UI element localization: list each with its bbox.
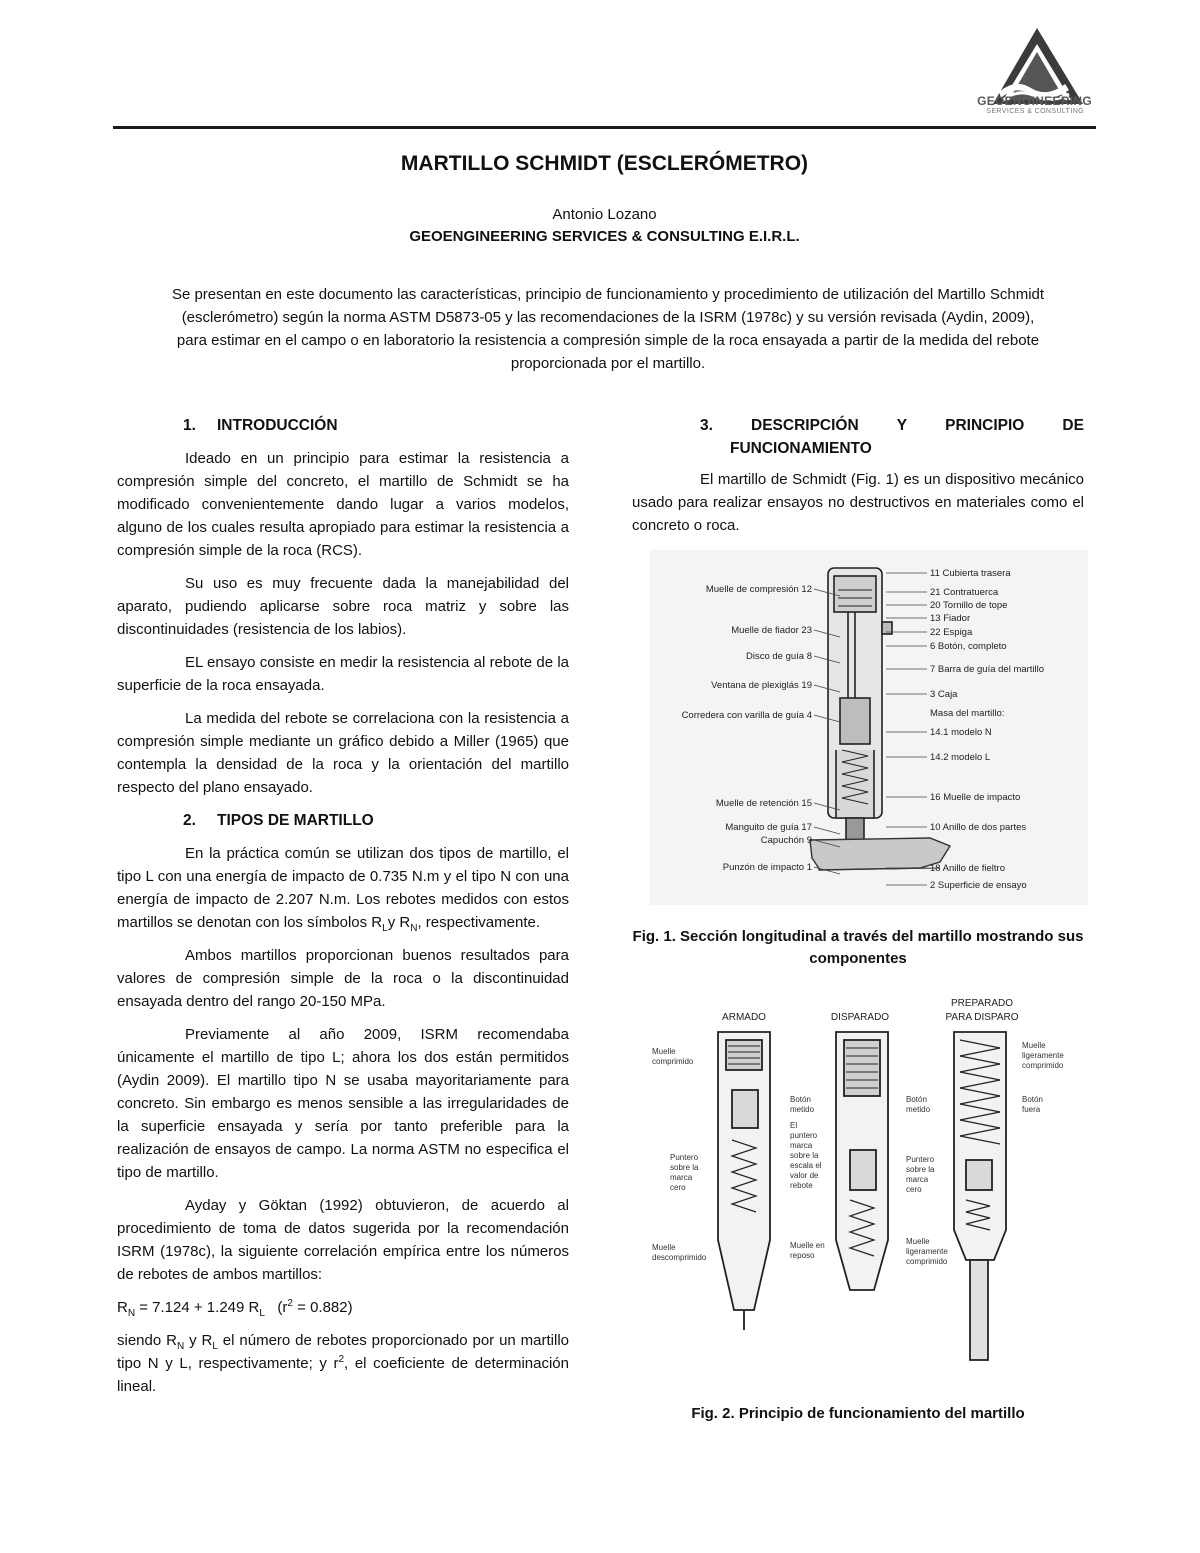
- logo-name: GEOENGINEERING: [977, 94, 1092, 108]
- fig1-right-label: 14.2 modelo L: [930, 752, 991, 763]
- fig1-right-label: 7 Barra de guía del martillo: [930, 664, 1045, 675]
- fig2-label-spring-slight-2: Muelle: [1022, 1041, 1046, 1050]
- fig2-label-spring-slight-2: comprimido: [1022, 1061, 1064, 1070]
- fig2-label-button-in-2: Botón: [906, 1095, 927, 1104]
- fig2-label-spring-slight: comprimido: [906, 1257, 948, 1266]
- figure-1-caption: Fig. 1. Sección longitudinal a través del martillo mostrando sus componentes: [632, 928, 1084, 967]
- fig1-right-label: 20 Tornillo de tope: [930, 600, 1008, 611]
- fig1-right-label: 6 Botón, completo: [930, 641, 1007, 652]
- fig2-label-pointer-zero-2: Puntero: [906, 1155, 935, 1164]
- fig2-label-button-in: Botón: [790, 1095, 811, 1104]
- intro-paragraph-3: EL ensayo consiste en medir la resistencia al rebote de la superficie de la roca ensayada.: [117, 654, 569, 694]
- fig2-label-spring-slight: ligeramente: [906, 1247, 948, 1256]
- fig2-label-button-out: fuera: [1022, 1105, 1041, 1114]
- hammer-section-figure: [650, 550, 1088, 905]
- intro-paragraph-1: Ideado en un principio para estimar la resistencia a compresión simple del concreto, el martillo de Schmidt se ha modificado convenientemente dando lugar a varios modelos, alguno de los cuales resulta apropiado para estimar la resistencia a compresión simple de la roca (RCS).: [117, 450, 569, 559]
- section-1-heading: [117, 414, 569, 437]
- abstract: Se presentan en este documento las características, principio de funcionamiento y procedimiento de utilización del Martillo Schmidt (esclerómetro) según la norma ASTM D5873-05 y las recomendaciones de la ISRM (1978c) y su versión revisada (Aydin, 2009), para estimar en el campo o en laboratorio la resistencia a compresión simple de la roca ensayada a partir de la medida del rebote proporcionada por el martillo.: [171, 286, 1045, 372]
- section-1-number: 1.: [183, 417, 196, 434]
- fig1-right-label: 10 Anillo de dos partes: [930, 822, 1027, 833]
- fig2-label-pointer-rebound: rebote: [790, 1181, 813, 1190]
- fig1-left-label: Manguito de guía 17: [725, 822, 812, 833]
- fig2-label-pointer-rebound: valor de: [790, 1171, 819, 1180]
- company-name: GEOENGINEERING SERVICES & CONSULTING E.I.R.L.: [409, 228, 800, 245]
- fig1-right-label: 11 Cubierta trasera: [930, 568, 1011, 579]
- types-paragraph-2: Ambos martillos proporcionan buenos resultados para valores de compresión simple de la roca o la discontinuidad ensayada dentro del rango 20-150 MPa.: [117, 947, 569, 1010]
- fig1-left-label: Muelle de compresión 12: [705, 584, 812, 595]
- left-column: [117, 414, 569, 1408]
- intro-paragraph-4: La medida del rebote se correlaciona con la resistencia a compresión simple mediante un gráfico debido a Miller (1965) que contempla la densidad de la roca y la orientación del martillo respecto del plano ensayado.: [117, 710, 569, 796]
- fig1-left-label: Capuchón 9: [760, 835, 812, 846]
- fig2-label-pointer-zero-2: marca: [906, 1175, 929, 1184]
- fig2-label-button-in-2: metido: [906, 1105, 931, 1114]
- fig2-label-spring-released: descomprimido: [652, 1253, 707, 1262]
- fig2-label-button-out: Botón: [1022, 1095, 1043, 1104]
- section-2-title: TIPOS DE MARTILLO: [217, 812, 374, 829]
- header-rule: [113, 126, 1096, 129]
- section-2-heading: [117, 809, 569, 832]
- fig2-label-spring-rest: reposo: [790, 1251, 815, 1260]
- state-fired-title: DISPARADO: [830, 1012, 890, 1023]
- fig1-right-label: 14.1 modelo N: [930, 727, 992, 738]
- fig1-left-label: Muelle de fiador 23: [731, 625, 812, 636]
- fig2-label-pointer-zero: sobre la: [670, 1163, 699, 1172]
- fig1-right-label: 16 Muelle de impacto: [930, 792, 1021, 803]
- state-ready-title: PREPARADO: [950, 998, 1014, 1009]
- document-title: MARTILLO SCHMIDT (ESCLERÓMETRO): [400, 152, 809, 175]
- fig2-label-pointer-rebound: marca: [790, 1141, 813, 1150]
- fig2-label-pointer-zero-2: cero: [906, 1185, 922, 1194]
- fig2-label-spring-slight-2: ligeramente: [1022, 1051, 1064, 1060]
- section-2-number: 2.: [183, 812, 196, 829]
- fig1-left-label: Muelle de retención 15: [715, 798, 812, 809]
- fig1-right-label: Masa del martillo:: [930, 708, 1005, 719]
- author-name: Antonio Lozano: [552, 206, 657, 223]
- hammer-operation-figure: [648, 990, 1088, 1370]
- fig2-label-pointer-zero-2: sobre la: [906, 1165, 935, 1174]
- types-paragraph-3: Previamente al año 2009, ISRM recomendaba únicamente el martillo de tipo L; ahora los dos están permitidos (Aydin 2009). El martillo tipo N se usaba mayoritariamente para concreto. Sin embargo es menos sensible a las irregularidades de la superficie ensayada y sería por tanto preferible para la realización de ensayos de campo. La norma ASTM no especifica el tipo de martillo.: [117, 1026, 569, 1181]
- section-1-title: INTRODUCCIÓN: [217, 417, 338, 434]
- fig2-label-pointer-rebound: El: [790, 1121, 798, 1130]
- state-armed-title: ARMADO: [722, 1012, 766, 1023]
- types-paragraph-5: siendo $R_N$ y $R_L$ el número de rebotes proporcionado por un martillo tipo N y L, respectivamente; y $r^2$, el coeficiente de determinación lineal.: [117, 1332, 570, 1395]
- fig2-label-spring-slight: Muelle: [906, 1237, 930, 1246]
- fig2-label-pointer-rebound: sobre la: [790, 1151, 819, 1160]
- fig2-label-spring-compressed: Muelle: [652, 1047, 676, 1056]
- fig1-right-label: 18 Anillo de fieltro: [930, 863, 1005, 874]
- correlation-equation: $R_N = 7.124 + 1.249$ $R_L$ $(r^2 = 0.882)$: [117, 1298, 353, 1319]
- fig1-left-label: Disco de guía 8: [745, 651, 812, 662]
- fig1-left-label: Corredera con varilla de guía 4: [681, 710, 812, 721]
- section-3-heading-line-2: FUNCIONAMIENTO: [730, 440, 872, 457]
- fig2-label-button-in: metido: [790, 1105, 815, 1114]
- fig2-label-pointer-rebound: escala el: [790, 1161, 822, 1170]
- figure-2-caption: Fig. 2. Principio de funcionamiento del martillo: [691, 1405, 1025, 1422]
- fig1-left-label: Ventana de plexiglás 19: [711, 680, 812, 691]
- fig1-left-label: Punzón de impacto 1: [722, 862, 812, 873]
- types-paragraph-1: En la práctica común se utilizan dos tipos de martillo, el tipo L con una energía de impacto de 0.735 N.m y el tipo N con una energía de impacto de 2.207 N.m. Los rebotes medidos con estos martillos se denotan con los símbolos $R_Ly$ $R_N$, respectivamente.: [117, 845, 569, 934]
- fig2-label-pointer-rebound: puntero: [790, 1131, 818, 1140]
- logo-tagline: SERVICES & CONSULTING: [986, 108, 1084, 115]
- intro-paragraph-2: Su uso es muy frecuente dada la manejabilidad del aparato, pudiendo aplicarse sobre roca matriz y sobre las discontinuidades (resistencia de los labios).: [117, 575, 569, 638]
- state-ready-title-line-2: PARA DISPARO: [945, 1012, 1019, 1023]
- section-3-heading: 3. DESCRIPCIÓN Y PRINCIPIO DE: [700, 417, 1084, 434]
- fig1-right-label: 21 Contratuerca: [930, 587, 999, 598]
- fig1-right-label: 22 Espiga: [930, 627, 973, 638]
- fig2-label-spring-compressed: comprimido: [652, 1057, 694, 1066]
- types-paragraph-4: Ayday y Göktan (1992) obtuvieron, de acuerdo al procedimiento de toma de datos sugerida por la recomendación ISRM (1978c), la siguiente correlación empírica entre los números de rebotes de ambos martillos:: [117, 1197, 569, 1283]
- description-paragraph: El martillo de Schmidt (Fig. 1) es un dispositivo mecánico usado para realizar ensayos no destructivos en materiales como el concreto o roca.: [632, 471, 1084, 534]
- fig2-label-pointer-zero: Puntero: [670, 1153, 699, 1162]
- fig2-label-spring-rest: Muelle en: [790, 1241, 825, 1250]
- fig2-label-pointer-zero: marca: [670, 1173, 693, 1182]
- fig1-right-label: 3 Caja: [930, 689, 958, 700]
- fig2-label-spring-released: Muelle: [652, 1243, 676, 1252]
- fig1-right-label: 2 Superficie de ensayo: [930, 880, 1027, 891]
- fig1-right-label: 13 Fiador: [930, 613, 971, 624]
- fig2-label-pointer-zero: cero: [670, 1183, 686, 1192]
- right-column: [632, 414, 1084, 547]
